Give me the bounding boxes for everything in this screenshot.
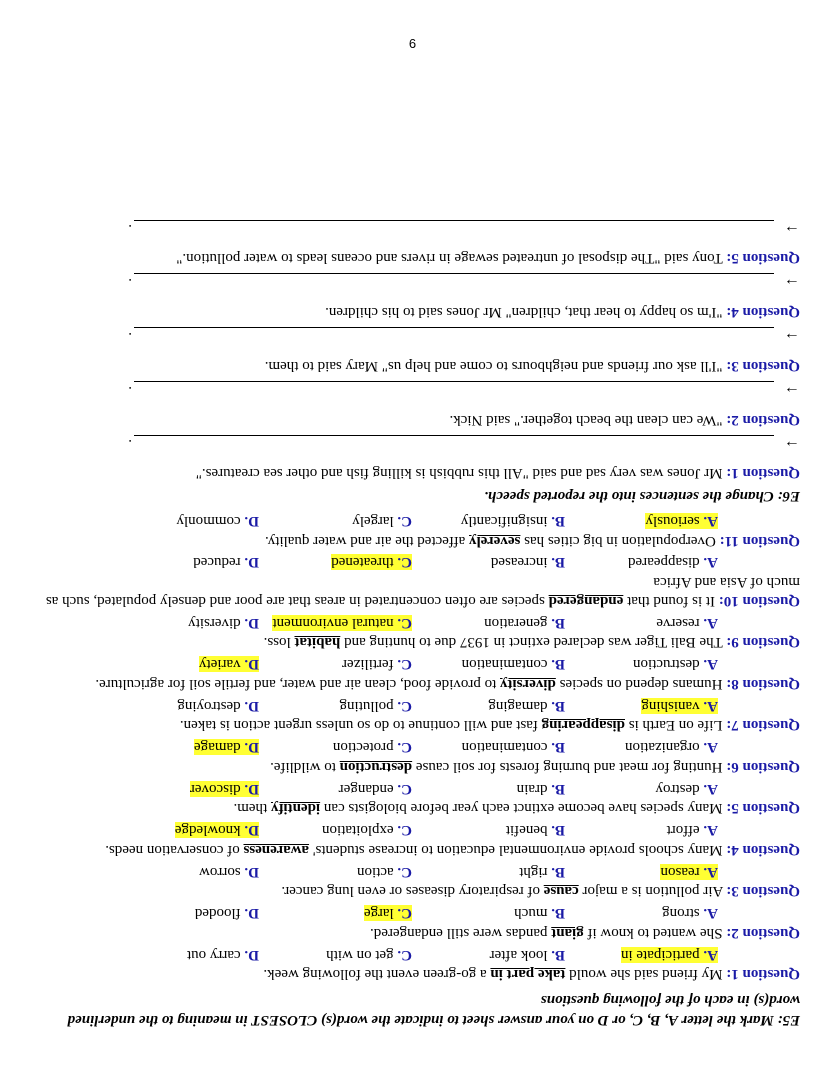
answer-option[interactable]: [259, 904, 412, 923]
question-label: Question 9:: [726, 634, 800, 651]
option-letter: A.: [703, 656, 718, 673]
end-dot: .: [128, 221, 132, 238]
option-text: damaging: [488, 697, 548, 714]
option-text: strong: [662, 905, 700, 922]
option-letter: B.: [551, 614, 565, 631]
answer-line: [30, 327, 800, 353]
answer-option[interactable]: [412, 553, 565, 572]
option-text: carry out: [186, 946, 241, 963]
question-text-before: Overpopulation in big cities has: [524, 532, 716, 549]
answer-option[interactable]: [565, 779, 718, 798]
option-text: vanishing: [641, 697, 700, 714]
option-letter: C.: [397, 780, 412, 797]
question-text-after: species are often concentrated in areas that are poor and densely populated, such as much of Asia and Africa: [45, 574, 800, 609]
option-text: contamination: [461, 656, 548, 673]
answer-option[interactable]: [412, 821, 565, 840]
option-body: [339, 698, 412, 714]
answer-option[interactable]: [259, 613, 412, 632]
answer-option[interactable]: [106, 904, 259, 923]
answer-option[interactable]: [565, 696, 718, 715]
question-label: Question 11:: [719, 532, 800, 549]
question-label: Question 10:: [718, 593, 800, 609]
answer-blank[interactable]: [134, 327, 774, 346]
answer-option[interactable]: [412, 904, 565, 923]
option-body: [462, 656, 565, 672]
option-text: large: [363, 905, 394, 922]
underlined-keyword: endangered: [548, 593, 624, 609]
option-letter: D.: [244, 739, 259, 756]
e5-question: [30, 882, 800, 901]
option-body: [656, 615, 718, 631]
answer-options: [30, 613, 800, 632]
e5-question: [30, 757, 800, 776]
underlined-keyword: destruction: [339, 759, 413, 775]
answer-option[interactable]: [565, 945, 718, 964]
option-body: [488, 698, 565, 714]
answer-option[interactable]: [259, 696, 412, 715]
e5-question: [30, 573, 800, 611]
answer-option[interactable]: [412, 655, 565, 674]
question-label: Question 5:: [726, 250, 800, 267]
answer-options: [30, 862, 800, 881]
answer-option[interactable]: [565, 655, 718, 674]
option-body: [199, 864, 259, 880]
question-text-after: them.: [233, 800, 268, 817]
question-label: Question 5:: [726, 800, 800, 817]
option-text: variety: [199, 656, 241, 673]
question-label: Question 3:: [726, 358, 800, 374]
arrow-icon: →: [784, 329, 800, 347]
e5-question: [30, 840, 800, 859]
end-dot: .: [128, 382, 132, 399]
option-text: destroying: [177, 697, 241, 714]
option-body: [461, 513, 565, 529]
option-letter: B.: [551, 780, 565, 797]
highlighted-answer: [645, 513, 718, 529]
option-body: [357, 864, 412, 880]
highlighted-answer: [199, 656, 259, 672]
option-letter: C.: [397, 822, 412, 839]
question-text-before: It is found that: [627, 593, 715, 609]
e5-question-list: [30, 511, 800, 983]
option-letter: C.: [397, 863, 412, 880]
answer-options: [30, 738, 800, 757]
option-body: [517, 781, 565, 797]
e5-question: [30, 633, 800, 652]
option-text: damage: [194, 739, 241, 756]
option-body: [462, 739, 565, 755]
answer-option[interactable]: [106, 945, 259, 964]
e6-question: [30, 464, 800, 483]
answer-options: [30, 821, 800, 840]
answer-options: [30, 511, 800, 530]
answer-option[interactable]: [106, 613, 259, 632]
option-letter: A.: [703, 946, 718, 963]
option-body: [667, 822, 718, 838]
e5-question: [30, 674, 800, 693]
answer-option[interactable]: [412, 862, 565, 881]
question-label: Question 7:: [726, 717, 800, 734]
question-text-before: Many schools provide environmental education to increase students': [312, 842, 723, 858]
option-text: flooded: [194, 905, 241, 922]
answer-option[interactable]: [106, 553, 259, 572]
option-letter: B.: [551, 513, 565, 529]
answer-option[interactable]: [259, 511, 412, 530]
underlined-keyword: identify: [270, 800, 321, 817]
option-letter: D.: [244, 905, 259, 922]
option-letter: D.: [244, 513, 259, 529]
option-letter: A.: [703, 739, 718, 756]
option-letter: A.: [703, 513, 718, 529]
option-letter: D.: [244, 614, 259, 631]
option-text: knowledge: [174, 822, 241, 839]
answer-blank[interactable]: [134, 220, 774, 239]
option-body: [506, 822, 565, 838]
answer-option[interactable]: [259, 779, 412, 798]
underlined-keyword: giant: [551, 925, 584, 941]
answer-blank[interactable]: [134, 435, 774, 454]
underlined-keyword: disappearing: [541, 717, 625, 734]
answer-option[interactable]: [565, 511, 718, 530]
option-body: [491, 555, 565, 571]
option-text: destroy: [655, 780, 700, 797]
option-letter: B.: [551, 863, 565, 880]
answer-options: [30, 779, 800, 798]
answer-option[interactable]: [412, 945, 565, 964]
answer-option[interactable]: [565, 821, 718, 840]
question-text-after: fast and will continue to do so unless urgent action is taken.: [179, 717, 538, 734]
option-letter: C.: [397, 905, 412, 922]
option-body: [176, 513, 259, 529]
option-text: insignificantly: [460, 513, 548, 529]
question-text: "I'll ask our friends and neighbours to come and help us" Mary said to them.: [264, 358, 723, 374]
option-text: reserve: [656, 614, 700, 631]
option-letter: C.: [397, 946, 412, 963]
option-letter: A.: [703, 863, 718, 880]
answer-option[interactable]: [565, 738, 718, 757]
question-label: Question 2:: [726, 411, 800, 428]
option-text: threatened: [331, 554, 394, 571]
e6-title: E6: Change the sentences into the reported speech.: [484, 488, 800, 505]
question-text: Tony said "The disposal of untreated sewage in rivers and oceans leads to water pollution.": [176, 250, 723, 267]
e5-question: [30, 965, 800, 984]
e6-question: [30, 303, 800, 322]
option-letter: D.: [244, 554, 259, 571]
option-text: contamination: [461, 739, 548, 756]
option-text: exploitation: [322, 822, 394, 839]
option-letter: C.: [397, 656, 412, 673]
option-body: [655, 781, 718, 797]
option-letter: B.: [551, 946, 565, 963]
question-text-after: to provide food, clean air and water, and fertile soil for agriculture.: [95, 676, 497, 692]
option-body: [342, 656, 412, 672]
question-text-after: loss.: [263, 634, 291, 651]
option-text: effort: [666, 822, 700, 839]
answer-options: [30, 904, 800, 923]
option-body: [514, 905, 565, 921]
option-letter: B.: [551, 697, 565, 714]
highlighted-answer: [175, 822, 259, 838]
option-text: polluting: [339, 697, 394, 714]
option-letter: D.: [244, 946, 259, 963]
question-label: Question 4:: [726, 304, 800, 321]
option-letter: D.: [244, 822, 259, 839]
answer-option[interactable]: [259, 945, 412, 964]
option-letter: B.: [551, 905, 565, 922]
option-letter: A.: [703, 780, 718, 797]
highlighted-answer: [621, 947, 718, 963]
option-text: look after: [489, 946, 548, 963]
highlighted-answer: [331, 555, 412, 571]
option-body: [333, 739, 412, 755]
question-text-after: of conservation needs.: [105, 842, 240, 858]
option-letter: D.: [244, 863, 259, 880]
option-body: [490, 947, 565, 963]
option-body: [326, 947, 412, 963]
answer-line: [30, 220, 800, 246]
underlined-keyword: diversity: [500, 676, 556, 692]
arrow-icon: →: [784, 275, 800, 293]
highlighted-answer: [194, 739, 259, 755]
option-body: [633, 656, 718, 672]
option-text: generation: [484, 614, 548, 631]
underlined-keyword: take part in: [490, 966, 566, 983]
option-text: largely: [352, 513, 394, 529]
option-body: [625, 739, 718, 755]
option-text: reduced: [193, 554, 241, 571]
option-text: participate in: [620, 946, 700, 963]
option-text: sorrow: [198, 863, 241, 880]
option-text: reason: [660, 863, 700, 880]
arrow-icon: →: [784, 221, 800, 239]
option-letter: B.: [551, 822, 565, 839]
e6-question: [30, 249, 800, 268]
e6-question-list: [30, 220, 800, 483]
underlined-keyword: severely: [469, 532, 521, 549]
answer-options: [30, 655, 800, 674]
question-label: Question 6:: [726, 759, 800, 775]
question-label: Question 2:: [726, 925, 800, 941]
answer-option[interactable]: [565, 862, 718, 881]
answer-options: [30, 696, 800, 715]
question-text-before: The Bali Tiger was declared extinct in 1937 due to hunting and: [344, 634, 723, 651]
option-text: organization: [624, 739, 700, 756]
answer-option[interactable]: [259, 738, 412, 757]
option-body: [322, 822, 412, 838]
answer-option[interactable]: [259, 862, 412, 881]
question-text-before: Many species have become extinct each year before biologists can: [323, 800, 723, 817]
question-text: Mr Jones was very sad and said "All this rubbish is killing fish and other sea creatures.": [195, 465, 723, 482]
option-body: [339, 781, 412, 797]
question-text-before: She wanted to know if: [587, 925, 723, 941]
answer-line: [30, 274, 800, 300]
e5-question: [30, 799, 800, 818]
underlined-keyword: habitat: [294, 634, 341, 651]
question-text-after: to wildlife.: [270, 759, 336, 775]
question-text-before: Life on Earth is: [628, 717, 723, 734]
option-letter: A.: [703, 822, 718, 839]
answer-option[interactable]: [412, 779, 565, 798]
answer-option[interactable]: [106, 779, 259, 798]
question-text-before: Air pollution is a major: [582, 883, 724, 900]
arrow-icon: →: [784, 436, 800, 454]
answer-option[interactable]: [565, 553, 718, 572]
answer-options: [30, 553, 800, 572]
option-text: destruction: [633, 656, 700, 673]
highlighted-answer: [272, 615, 412, 631]
option-letter: D.: [244, 780, 259, 797]
answer-option[interactable]: [106, 696, 259, 715]
option-text: much: [514, 905, 548, 922]
option-text: endanger: [338, 780, 394, 797]
option-body: [519, 864, 565, 880]
question-text: "I'm so happy to hear that, children" Mr Jones said to his children.: [325, 304, 723, 321]
e5-question: [30, 531, 800, 550]
answer-option[interactable]: [259, 821, 412, 840]
option-letter: C.: [397, 554, 412, 571]
answer-option[interactable]: [412, 613, 565, 632]
underlined-keyword: cause: [543, 883, 579, 900]
option-body: [177, 698, 259, 714]
answer-option[interactable]: [565, 613, 718, 632]
option-letter: A.: [703, 614, 718, 631]
option-text: protection: [332, 739, 394, 756]
option-body: [628, 555, 718, 571]
answer-option[interactable]: [259, 655, 412, 674]
e6-question: [30, 410, 800, 429]
option-text: benefit: [505, 822, 548, 839]
highlighted-answer: [641, 698, 718, 714]
option-body: [352, 513, 412, 529]
question-text-before: Hunting for meat and burning forests for soil cause: [415, 759, 723, 775]
option-letter: D.: [244, 656, 259, 673]
question-text-before: My friend said she would: [569, 966, 723, 983]
question-text-after: pandas were still endangered.: [370, 925, 548, 941]
answer-blank[interactable]: [134, 381, 774, 400]
option-text: drain: [516, 780, 548, 797]
option-text: discover: [189, 780, 241, 797]
option-text: action: [357, 863, 394, 880]
end-dot: .: [128, 275, 132, 292]
question-text: "We can clean the beach together." said Nick.: [449, 411, 723, 428]
end-dot: .: [128, 329, 132, 345]
page-number: 6: [408, 36, 417, 51]
question-text-after: of respiratory diseases or even lung cancer.: [281, 883, 540, 900]
option-text: disappeared: [628, 554, 700, 571]
option-text: commonly: [176, 513, 241, 529]
question-label: Question 1:: [726, 465, 800, 482]
answer-blank[interactable]: [134, 274, 774, 293]
option-letter: D.: [244, 697, 259, 714]
question-label: Question 1:: [726, 966, 800, 983]
option-text: get on with: [326, 946, 394, 963]
question-label: Question 4:: [726, 842, 800, 858]
option-letter: C.: [397, 513, 412, 529]
option-body: [662, 905, 718, 921]
answer-option[interactable]: [412, 738, 565, 757]
highlighted-answer: [661, 864, 719, 880]
answer-line: [30, 435, 800, 461]
option-letter: C.: [397, 697, 412, 714]
end-dot: .: [128, 436, 132, 453]
answer-option[interactable]: [106, 862, 259, 881]
answer-line: [30, 381, 800, 407]
answer-option[interactable]: [106, 655, 259, 674]
answer-option[interactable]: [565, 904, 718, 923]
option-body: [484, 615, 565, 631]
answer-option[interactable]: [106, 738, 259, 757]
option-text: right: [519, 863, 548, 880]
answer-option[interactable]: [412, 511, 565, 530]
question-text-after: a go-green event the following week.: [263, 966, 487, 983]
e5-question: [30, 923, 800, 942]
option-letter: B.: [551, 656, 565, 673]
option-body: [187, 947, 259, 963]
arrow-icon: →: [784, 383, 800, 400]
highlighted-answer: [364, 905, 412, 921]
option-letter: B.: [551, 554, 565, 571]
option-body: [195, 905, 259, 921]
option-letter: A.: [703, 554, 718, 571]
option-text: natural environment: [272, 614, 394, 631]
question-label: Question 8:: [726, 676, 800, 692]
option-body: [193, 555, 259, 571]
question-text-after: affected the air and water quality.: [264, 532, 466, 549]
option-text: diversity: [188, 614, 241, 631]
question-label: Question 3:: [726, 883, 800, 900]
option-text: seriously: [645, 513, 700, 529]
option-text: increased: [490, 554, 548, 571]
underlined-keyword: awareness: [243, 842, 310, 858]
answer-option[interactable]: [412, 696, 565, 715]
option-letter: C.: [397, 614, 412, 631]
option-letter: B.: [551, 739, 565, 756]
rotated-worksheet: [30, 82, 800, 1032]
answer-option[interactable]: [259, 553, 412, 572]
answer-option[interactable]: [106, 511, 259, 530]
question-text-before: Humans depend on species: [559, 676, 723, 692]
answer-option[interactable]: [106, 821, 259, 840]
option-text: fertilizer: [342, 656, 394, 673]
option-letter: A.: [703, 697, 718, 714]
option-body: [188, 615, 259, 631]
answer-options: [30, 945, 800, 964]
highlighted-answer: [190, 781, 259, 797]
e5-question: [30, 716, 800, 735]
e6-question: [30, 356, 800, 375]
e5-title: E5: Mark the letter A, B, C, or D on your answer sheet to indicate the word(s) CLOSEST in meaning to the underlined word(s) in each of the following questions: [67, 991, 800, 1028]
option-letter: C.: [397, 739, 412, 756]
option-letter: A.: [703, 905, 718, 922]
